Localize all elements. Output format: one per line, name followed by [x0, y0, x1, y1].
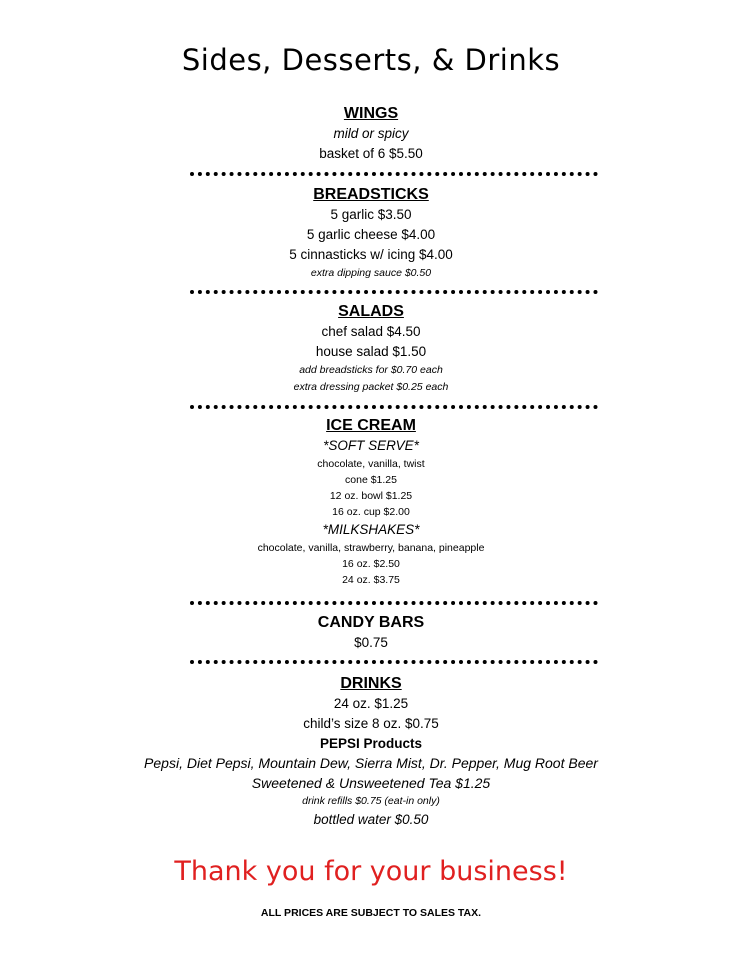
- breadsticks-note: extra dipping sauce $0.50: [310, 267, 432, 279]
- candy-bars-price: $0.75: [354, 635, 388, 650]
- divider: [190, 405, 598, 409]
- salads-note: extra dressing packet $0.25 each: [293, 381, 449, 393]
- drinks-item: child’s size 8 oz. $0.75: [303, 716, 439, 731]
- breadsticks-heading: BREADSTICKS: [313, 186, 429, 203]
- section-drinks: [0, 674, 742, 830]
- candy-bars-heading: CANDY BARS: [317, 614, 425, 631]
- soft-serve-flavors: chocolate, vanilla, twist: [317, 458, 425, 470]
- section-candy-bars: [0, 613, 742, 653]
- salads-item: chef salad $4.50: [321, 324, 421, 339]
- soft-serve-label: *SOFT SERVE*: [323, 438, 419, 453]
- soft-serve-item: 12 oz. bowl $1.25: [329, 490, 413, 502]
- divider: [190, 290, 598, 294]
- section-ice-cream: [0, 416, 742, 588]
- soft-serve-item: cone $1.25: [345, 474, 397, 486]
- divider: [190, 601, 598, 605]
- divider: [190, 660, 598, 664]
- ice-cream-heading: ICE CREAM: [326, 417, 416, 434]
- drinks-brand: PEPSI Products: [319, 736, 423, 751]
- milkshake-item: 24 oz. $3.75: [342, 574, 400, 586]
- soft-serve-item: 16 oz. cup $2.00: [332, 506, 410, 518]
- page-title: Sides, Desserts, & Drinks: [181, 43, 561, 77]
- drinks-water: bottled water $0.50: [313, 812, 429, 827]
- milkshake-flavors: chocolate, vanilla, strawberry, banana, pineapple: [257, 542, 485, 554]
- section-salads: [0, 302, 742, 396]
- wings-style: mild or spicy: [333, 126, 409, 141]
- breadsticks-item: 5 garlic cheese $4.00: [306, 227, 436, 242]
- section-wings: [0, 104, 742, 164]
- drinks-flavors: Pepsi, Diet Pepsi, Mountain Dew, Sierra Mist, Dr. Pepper, Mug Root Beer: [144, 755, 598, 771]
- drinks-heading: DRINKS: [340, 675, 402, 692]
- salads-heading: SALADS: [338, 303, 404, 320]
- breadsticks-item: 5 garlic $3.50: [330, 207, 412, 222]
- tax-note: ALL PRICES ARE SUBJECT TO SALES TAX.: [260, 907, 482, 919]
- milkshakes-label: *MILKSHAKES*: [322, 522, 420, 537]
- wings-heading: WINGS: [343, 105, 399, 122]
- salads-item: house salad $1.50: [315, 344, 427, 359]
- divider: [190, 172, 598, 176]
- drinks-refills: drink refills $0.75 (eat-in only): [302, 795, 440, 807]
- salads-note: add breadsticks for $0.70 each: [299, 364, 443, 376]
- section-breadsticks: [0, 185, 742, 282]
- wings-basket: basket of 6 $5.50: [319, 146, 423, 161]
- thank-you-message: Thank you for your business!: [174, 856, 568, 887]
- breadsticks-item: 5 cinnasticks w/ icing $4.00: [289, 247, 453, 262]
- milkshake-item: 16 oz. $2.50: [342, 558, 400, 570]
- drinks-item: 24 oz. $1.25: [333, 696, 409, 711]
- drinks-tea: Sweetened & Unsweetened Tea $1.25: [251, 774, 491, 791]
